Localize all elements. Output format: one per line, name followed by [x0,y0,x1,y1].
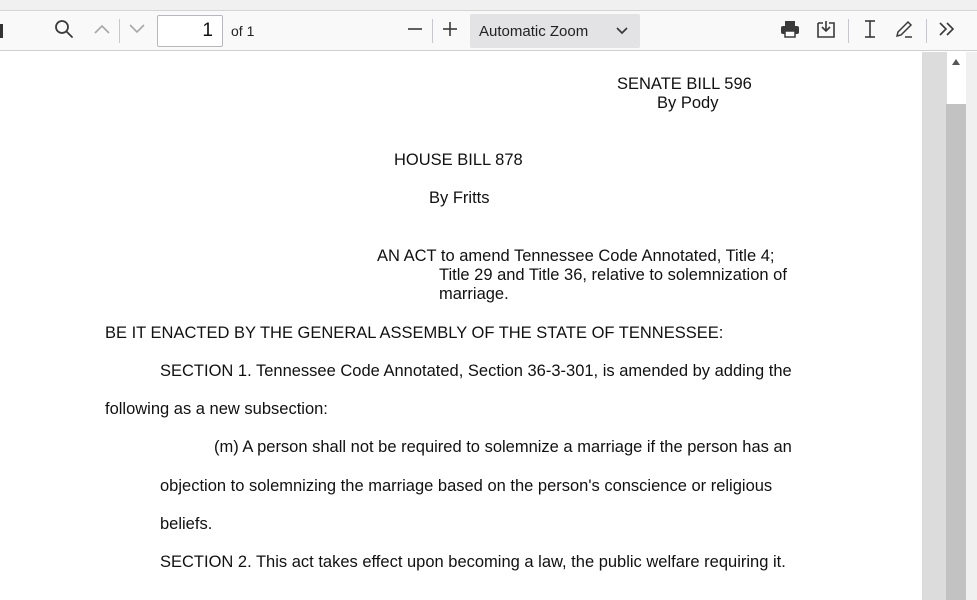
scroll-up-button[interactable] [946,52,966,72]
plus-icon [441,20,459,43]
section-2-text: SECTION 2. This act takes effect upon becoming a law, the public welfare requiring it. [160,553,786,571]
search-button[interactable] [48,11,80,51]
subsection-m-text: beliefs. [160,515,213,533]
page-number-input[interactable]: 1 [157,15,223,47]
sidebar-toggle-icon[interactable] [0,24,3,38]
toolbar-separator [848,19,849,43]
zoom-select-value: Automatic Zoom [479,22,589,40]
chevron-up-icon [93,22,111,40]
toolbar-separator [432,19,433,43]
search-icon [54,19,74,44]
house-bill-sponsor: By Fritts [429,189,490,207]
pen-icon [894,19,914,44]
download-icon [816,19,836,44]
subsection-m-text: objection to solemnizing the marriage based on the person's conscience or religious [160,477,773,495]
previous-page-button[interactable] [88,11,116,51]
zoom-out-button[interactable] [402,11,428,51]
page-count-label: of 1 [231,23,255,39]
chevron-down-icon [610,26,634,36]
enacting-clause: BE IT ENACTED BY THE GENERAL ASSEMBLY OF THE STATE OF TENNESSEE: [105,324,724,342]
draw-tool-button[interactable] [890,11,918,51]
act-title-line: AN ACT to amend Tennessee Code Annotated, Title 4; [377,247,775,265]
text-cursor-icon [862,19,878,44]
chevron-down-icon [128,22,146,40]
document-viewer[interactable] [0,52,922,600]
zoom-select[interactable] [470,14,640,48]
text-tool-button[interactable] [856,11,884,51]
minus-icon [406,20,424,43]
window-right-edge [966,52,977,600]
zoom-in-button[interactable] [437,11,463,51]
triangle-up-icon [951,53,961,71]
senate-bill-number: SENATE BILL 596 [617,75,752,93]
next-page-button[interactable] [123,11,151,51]
act-title-line: Title 29 and Title 36, relative to solemnization of [439,266,787,284]
pdf-toolbar [0,11,977,51]
subsection-m-text: (m) A person shall not be required to solemnize a marriage if the person has an [214,438,792,456]
senate-bill-sponsor: By Pody [657,94,719,112]
section-1-text: following as a new subsection: [105,400,328,418]
toolbar-separator [926,19,927,43]
print-icon [780,19,800,44]
save-button[interactable] [812,11,840,51]
scrollbar-track[interactable] [922,52,947,600]
section-1-text: SECTION 1. Tennessee Code Annotated, Section 36-3-301, is amended by adding the [160,362,792,380]
scrollbar-thumb[interactable] [946,104,966,600]
window-top-strip [0,0,977,11]
double-chevron-right-icon [938,21,956,42]
house-bill-number: HOUSE BILL 878 [394,151,523,169]
more-tools-button[interactable] [933,11,961,51]
print-button[interactable] [776,11,804,51]
act-title-line: marriage. [439,285,509,303]
toolbar-separator [119,19,120,43]
